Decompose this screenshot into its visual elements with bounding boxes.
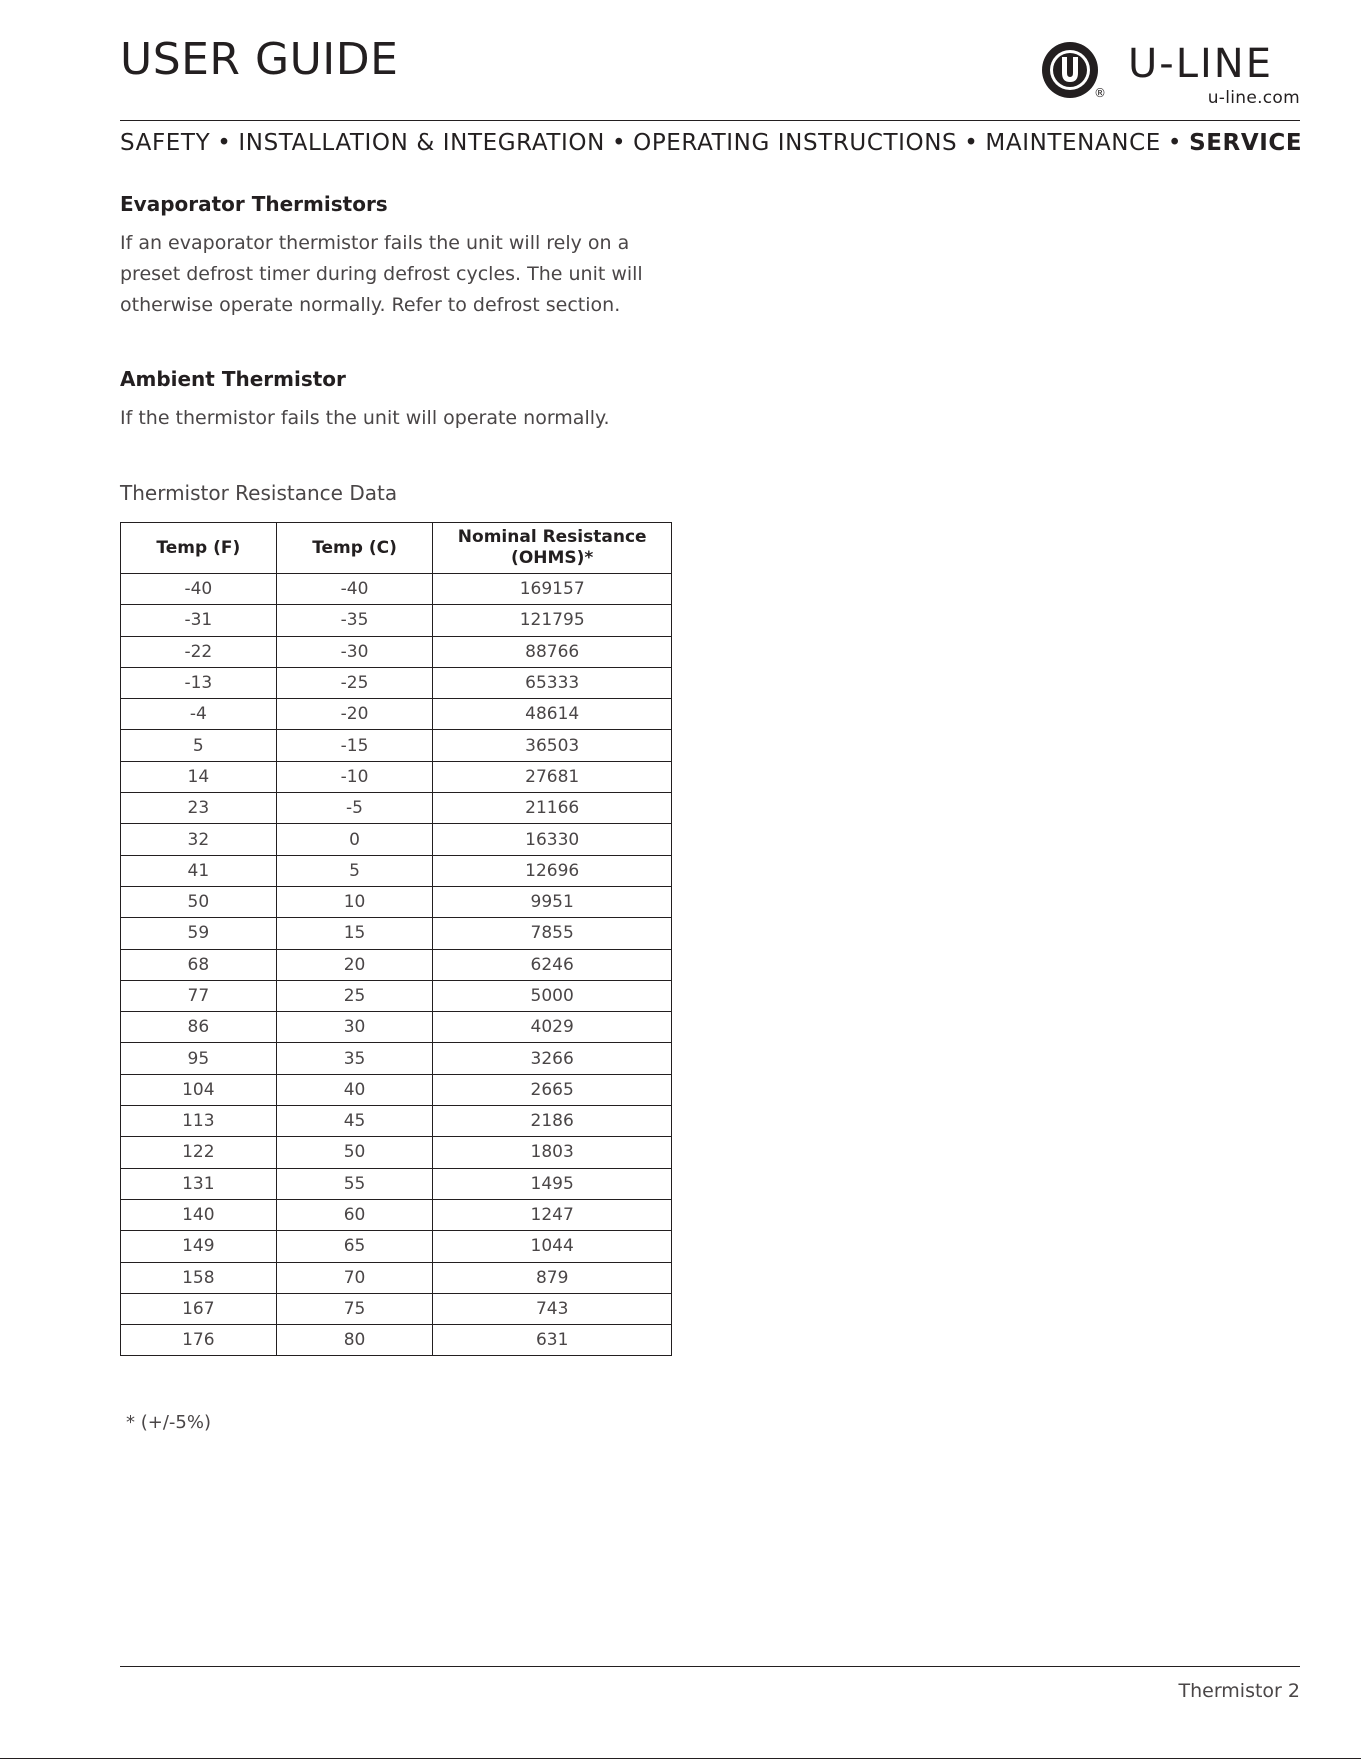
table-row [121, 1043, 672, 1074]
table-row [121, 1262, 672, 1293]
table-body [121, 574, 672, 1356]
cell-temp-f: 176 [121, 1325, 277, 1356]
table-row [121, 1074, 672, 1105]
cell-resistance: 1803 [433, 1137, 672, 1168]
cell-resistance: 631 [433, 1325, 672, 1356]
cell-temp-f: 122 [121, 1137, 277, 1168]
section-nav [120, 128, 1303, 158]
logo-url[interactable]: u-line.com [1207, 88, 1300, 108]
table-row [121, 1137, 672, 1168]
cell-temp-f: 131 [121, 1168, 277, 1199]
cell-temp-f: 158 [121, 1262, 277, 1293]
cell-temp-c: -40 [276, 574, 433, 605]
table-row [121, 636, 672, 667]
cell-temp-f: 59 [121, 918, 277, 949]
cell-temp-f: 77 [121, 980, 277, 1011]
cell-resistance: 743 [433, 1293, 672, 1324]
cell-temp-c: -5 [276, 793, 433, 824]
cell-temp-c: 80 [276, 1325, 433, 1356]
cell-temp-c: -30 [276, 636, 433, 667]
cell-temp-f: 149 [121, 1231, 277, 1262]
cell-resistance: 121795 [433, 605, 672, 636]
nav-item-operating[interactable]: OPERATING INSTRUCTIONS [633, 130, 958, 156]
cell-resistance: 21166 [433, 793, 672, 824]
cell-resistance: 5000 [433, 980, 672, 1011]
brand-logo[interactable] [1040, 38, 1300, 108]
table-row [121, 855, 672, 886]
table-caption: Thermistor Resistance Data [120, 481, 398, 505]
evaporator-body: If an evaporator thermistor fails the unit will rely on a preset defrost timer during defrost cycles. The unit will otherwise operate normally. Refer to defrost section. [120, 232, 643, 316]
cell-temp-f: 104 [121, 1074, 277, 1105]
ambient-heading: Ambient Thermistor [120, 367, 346, 391]
table-footnote: * (+/-5%) [126, 1412, 211, 1433]
cell-temp-c: 15 [276, 918, 433, 949]
cell-temp-f: -31 [121, 605, 277, 636]
nav-item-installation[interactable]: INSTALLATION & INTEGRATION [238, 130, 605, 156]
cell-temp-f: 68 [121, 949, 277, 980]
cell-resistance: 36503 [433, 730, 672, 761]
header-temp-f: Temp (F) [121, 523, 277, 574]
cell-temp-f: -40 [121, 574, 277, 605]
cell-resistance: 48614 [433, 699, 672, 730]
cell-temp-c: 10 [276, 886, 433, 917]
cell-temp-c: -20 [276, 699, 433, 730]
page-footer-label: Thermistor 2 [1178, 1680, 1300, 1702]
cell-resistance: 12696 [433, 855, 672, 886]
table-row [121, 918, 672, 949]
nav-separator: • [1167, 130, 1183, 156]
table-row [121, 1325, 672, 1356]
cell-resistance: 16330 [433, 824, 672, 855]
table-row [121, 793, 672, 824]
cell-temp-c: 35 [276, 1043, 433, 1074]
table-row [121, 605, 672, 636]
logo-wordmark: U-LINE [1128, 41, 1273, 87]
cell-temp-f: 95 [121, 1043, 277, 1074]
table-row [121, 949, 672, 980]
cell-resistance: 169157 [433, 574, 672, 605]
u-line-logo-icon [1040, 40, 1100, 100]
table-row [121, 1012, 672, 1043]
table-row [121, 824, 672, 855]
table-row [121, 1293, 672, 1324]
nav-item-safety[interactable]: SAFETY [120, 130, 211, 156]
cell-resistance: 2665 [433, 1074, 672, 1105]
cell-temp-c: 65 [276, 1231, 433, 1262]
cell-temp-c: -25 [276, 667, 433, 698]
cell-resistance: 65333 [433, 667, 672, 698]
cell-temp-c: -35 [276, 605, 433, 636]
cell-resistance: 4029 [433, 1012, 672, 1043]
cell-temp-c: 50 [276, 1137, 433, 1168]
footer-divider [120, 1666, 1300, 1667]
cell-temp-f: 86 [121, 1012, 277, 1043]
cell-resistance: 3266 [433, 1043, 672, 1074]
cell-temp-c: -15 [276, 730, 433, 761]
cell-resistance: 9951 [433, 886, 672, 917]
cell-temp-c: 0 [276, 824, 433, 855]
cell-temp-c: 20 [276, 949, 433, 980]
cell-resistance: 1044 [433, 1231, 672, 1262]
cell-temp-f: 113 [121, 1106, 277, 1137]
nav-separator: • [217, 130, 232, 156]
table-row [121, 1168, 672, 1199]
cell-resistance: 27681 [433, 761, 672, 792]
cell-temp-f: 32 [121, 824, 277, 855]
cell-resistance: 88766 [433, 636, 672, 667]
cell-temp-c: 45 [276, 1106, 433, 1137]
table-header-row [121, 523, 672, 574]
thermistor-resistance-table [120, 522, 672, 1356]
cell-temp-f: 50 [121, 886, 277, 917]
cell-temp-c: 25 [276, 980, 433, 1011]
nav-item-maintenance[interactable]: MAINTENANCE [985, 130, 1161, 156]
cell-temp-f: -13 [121, 667, 277, 698]
cell-resistance: 1247 [433, 1199, 672, 1230]
cell-temp-f: -4 [121, 699, 277, 730]
header-temp-c: Temp (C) [276, 523, 433, 574]
cell-temp-f: -22 [121, 636, 277, 667]
table-row [121, 761, 672, 792]
table-row [121, 1106, 672, 1137]
cell-resistance: 6246 [433, 949, 672, 980]
ambient-body: If the thermistor fails the unit will operate normally. [120, 407, 610, 429]
table-row [121, 1231, 672, 1262]
cell-temp-f: 41 [121, 855, 277, 886]
cell-temp-c: 40 [276, 1074, 433, 1105]
page-title: USER GUIDE [120, 34, 399, 85]
cell-resistance: 1495 [433, 1168, 672, 1199]
cell-temp-f: 14 [121, 761, 277, 792]
nav-item-service[interactable]: SERVICE [1189, 130, 1303, 156]
header-nominal-resistance: Nominal Resistance (OHMS)* [433, 523, 672, 574]
cell-temp-c: 5 [276, 855, 433, 886]
header-divider [120, 120, 1300, 121]
evaporator-heading: Evaporator Thermistors [120, 192, 388, 216]
table-row [121, 730, 672, 761]
cell-temp-f: 140 [121, 1199, 277, 1230]
table-row [121, 980, 672, 1011]
page-edge-line [0, 1758, 1361, 1759]
cell-resistance: 7855 [433, 918, 672, 949]
cell-temp-f: 5 [121, 730, 277, 761]
cell-temp-c: 70 [276, 1262, 433, 1293]
cell-resistance: 2186 [433, 1106, 672, 1137]
table-row [121, 886, 672, 917]
cell-temp-c: 60 [276, 1199, 433, 1230]
table-row [121, 699, 672, 730]
table-row [121, 1199, 672, 1230]
table-row [121, 574, 672, 605]
table-row [121, 667, 672, 698]
nav-separator: • [964, 130, 979, 156]
cell-temp-c: -10 [276, 761, 433, 792]
cell-temp-f: 23 [121, 793, 277, 824]
cell-temp-f: 167 [121, 1293, 277, 1324]
cell-resistance: 879 [433, 1262, 672, 1293]
cell-temp-c: 30 [276, 1012, 433, 1043]
cell-temp-c: 75 [276, 1293, 433, 1324]
registered-mark: ® [1094, 86, 1106, 100]
cell-temp-c: 55 [276, 1168, 433, 1199]
nav-separator: • [611, 130, 627, 156]
